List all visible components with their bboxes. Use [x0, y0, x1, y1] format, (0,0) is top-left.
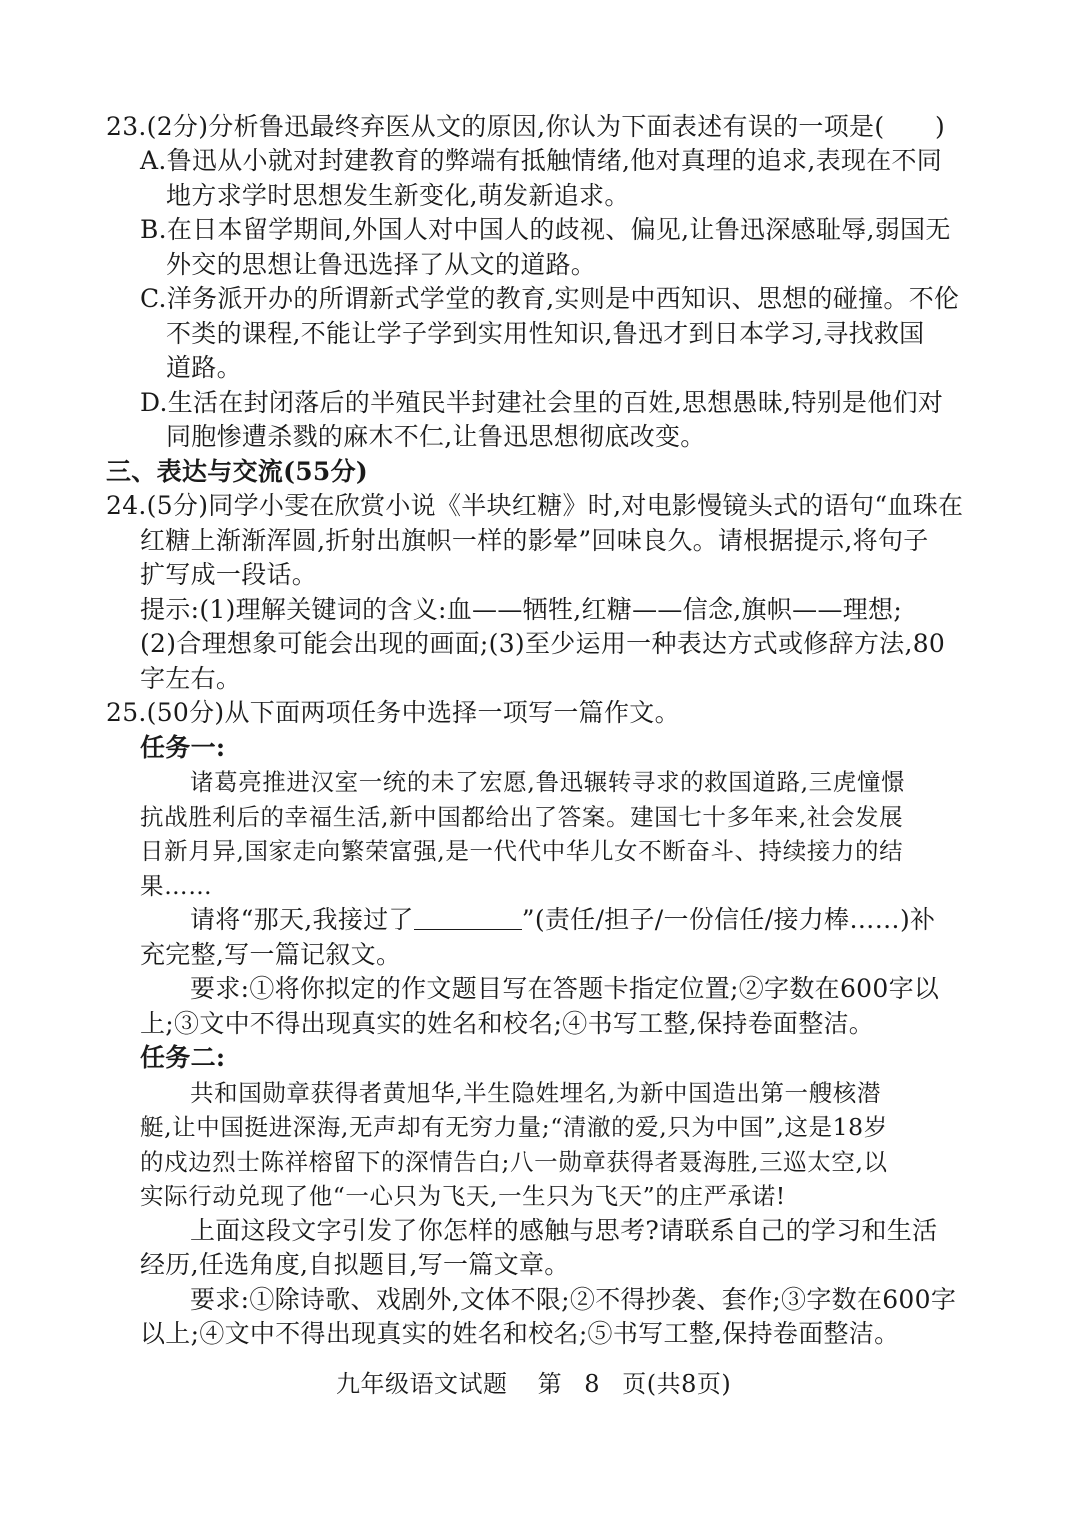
footer-page-total: 页(共8页) — [622, 1370, 732, 1398]
task2-requirements-line2: 以上;④文中不得出现真实的姓名和校名;⑤书写工整,保持卷面整洁。 — [140, 1319, 900, 1348]
q23-option-a-line2: 地方求学时思想发生新变化,萌发新追求。 — [166, 181, 630, 210]
footer-page-number: 8 — [584, 1370, 601, 1398]
q23-option-a-line1: A.鲁迅从小就对封建教育的弊端有抵触情绪,他对真理的追求,表现在不同 — [140, 146, 943, 175]
q24-hint-line3: 字左右。 — [140, 664, 242, 693]
task1-prompt-part1: 请将“那天,我接过了 — [190, 905, 414, 934]
task1-para-line2: 抗战胜利后的幸福生活,新中国都给出了答案。建国七十多年来,社会发展 — [140, 803, 904, 831]
task2-question-line1: 上面这段文字引发了你怎样的感触与思考?请联系自己的学习和生活 — [190, 1216, 938, 1245]
q23-option-b-line2: 外交的思想让鲁迅选择了从文的道路。 — [166, 250, 597, 279]
task1-prompt-line2: 充完整,写一篇记叙文。 — [140, 940, 402, 969]
q24-line3: 扩写成一段话。 — [140, 560, 318, 589]
task1-para-line1: 诸葛亮推进汉室一统的未了宏愿,鲁迅辗转寻求的救国道路,三虎憧憬 — [190, 768, 906, 796]
footer-page-label: 第 — [537, 1370, 563, 1398]
task2-para-line1: 共和国勋章获得者黄旭华,半生隐姓埋名,为新中国造出第一艘核潜 — [190, 1079, 881, 1107]
task1-para-line3: 日新月异,国家走向繁荣富强,是一代代中华儿女不断奋斗、持续接力的结 — [140, 837, 904, 865]
task2-para-line4: 实际行动兑现了他“一心只为飞天,一生只为飞天”的庄严承诺! — [140, 1182, 786, 1210]
task1-requirements-line1: 要求:①将你拟定的作文题目写在答题卡指定位置;②字数在600字以 — [190, 974, 940, 1003]
q25-stem: 25.(50分)从下面两项任务中选择一项写一篇作文。 — [106, 698, 680, 727]
section-heading: 三、表达与交流(55分) — [106, 457, 369, 486]
footer-subject: 九年级语文试题 — [336, 1370, 508, 1398]
task1-title: 任务一: — [140, 733, 226, 762]
q23-option-c-line2: 不类的课程,不能让学子学到实用性知识,鲁迅才到日本学习,寻找救国 — [166, 319, 925, 348]
task2-para-line3: 的戍边烈士陈祥榕留下的深情告白;八一勋章获得者聂海胜,三巡太空,以 — [140, 1148, 888, 1176]
q24-hint-line1: 提示:(1)理解关键词的含义:血——牺牲,红糖——信念,旗帜——理想; — [140, 595, 903, 624]
task1-prompt-part2: ”(责任/担子/一份信任/接力棒……)补 — [521, 905, 936, 934]
q24-hint-line2: (2)合理想象可能会出现的画面;(3)至少运用一种表达方式或修辞方法,80 — [140, 629, 946, 658]
q23-option-d-line2: 同胞惨遭杀戮的麻木不仁,让鲁迅思想彻底改变。 — [166, 422, 706, 451]
task2-para-line2: 艇,让中国挺进深海,无声却有无穷力量;“清澈的爱,只为中国”,这是18岁 — [140, 1113, 888, 1141]
fill-in-blank — [414, 907, 522, 930]
q23-option-c-line3: 道路。 — [166, 353, 242, 382]
q23-stem: 23.(2分)分析鲁迅最终弃医从文的原因,你认为下面表述有误的一项是( ) — [106, 112, 946, 141]
page-footer — [336, 1364, 731, 1399]
task2-requirements-line1: 要求:①除诗歌、戏剧外,文体不限;②不得抄袭、套作;③字数在600字 — [190, 1285, 957, 1314]
q24-line2: 红糖上渐渐浑圆,折射出旗帜一样的影晕”回味良久。请根据提示,将句子 — [140, 526, 929, 555]
q24-line1: 24.(5分)同学小雯在欣赏小说《半块红糖》时,对电影慢镜头式的语句“血珠在 — [106, 491, 964, 520]
q23-option-d-line1: D.生活在封闭落后的半殖民半封建社会里的百姓,思想愚昧,特别是他们对 — [140, 388, 944, 417]
q23-option-c-line1: C.洋务派开办的所谓新式学堂的教育,实则是中西知识、思想的碰撞。不伦 — [140, 284, 960, 313]
task1-prompt-line1 — [190, 903, 935, 937]
task1-requirements-line2: 上;③文中不得出现真实的姓名和校名;④书写工整,保持卷面整洁。 — [140, 1009, 875, 1038]
task1-para-line4: 果…… — [140, 872, 213, 900]
q23-option-b-line1: B.在日本留学期间,外国人对中国人的歧视、偏见,让鲁迅深感耻辱,弱国无 — [140, 215, 951, 244]
task2-question-line2: 经历,任选角度,自拟题目,写一篇文章。 — [140, 1250, 570, 1279]
task2-title: 任务二: — [140, 1043, 226, 1072]
